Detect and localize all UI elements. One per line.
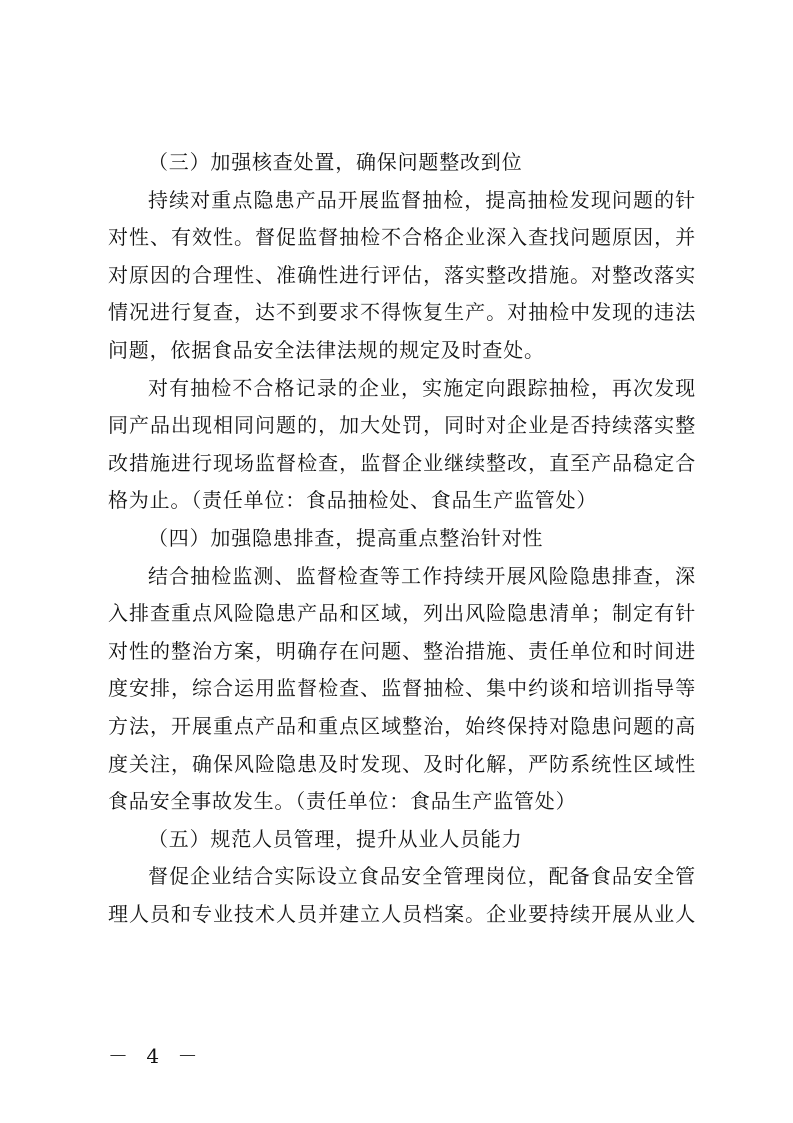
- paragraph-line: 情况进行复查，达不到要求不得恢复生产。对抽检中发现的违法: [108, 300, 696, 325]
- section-heading-3: （三）加强核查处置，确保问题整改到位: [148, 150, 523, 174]
- section-heading-5: （五）规范人员管理，提升从业人员能力: [148, 826, 523, 851]
- paragraph-line: 结合抽检监测、监督检查等工作持续开展风险隐患排查，深: [148, 563, 696, 588]
- paragraph-line: 对有抽检不合格记录的企业，实施定向跟踪抽检，再次发现: [148, 375, 696, 400]
- paragraph-line: 同产品出现相同问题的，加大处罚，同时对企业是否持续落实整: [108, 413, 696, 438]
- paragraph-line: 度关注，确保风险隐患及时发现、及时化解，严防系统性区域性: [108, 751, 696, 776]
- paragraph-line: 格为止。（责任单位：食品抽检处、食品生产监管处）: [108, 488, 598, 513]
- paragraph-line: 督促企业结合实际设立食品安全管理岗位，配备食品安全管: [148, 864, 696, 889]
- paragraph-line: 理人员和专业技术人员并建立人员档案。企业要持续开展从业人: [108, 901, 696, 926]
- page-number: － 4 －: [108, 1044, 204, 1068]
- section-heading-4: （四）加强隐患排查，提高重点整治针对性: [148, 525, 544, 550]
- paragraph-line: 食品安全事故发生。（责任单位：食品生产监管处）: [108, 789, 577, 814]
- paragraph-line: 入排查重点风险隐患产品和区域，列出风险隐患清单；制定有针: [108, 601, 696, 626]
- paragraph-line: 改措施进行现场监督检查，监督企业继续整改，直至产品稳定合: [108, 450, 696, 475]
- paragraph-line: 度安排，综合运用监督检查、监督抽检、集中约谈和培训指导等: [108, 676, 696, 701]
- document-body: [108, 144, 696, 933]
- paragraph-line: 方法，开展重点产品和重点区域整治，始终保持对隐患问题的高: [108, 713, 696, 738]
- paragraph-line: 对原因的合理性、准确性进行评估，落实整改措施。对整改落实: [108, 262, 696, 287]
- paragraph-line: 对性、有效性。督促监督抽检不合格企业深入查找问题原因，并: [108, 225, 696, 250]
- paragraph-line: 持续对重点隐患产品开展监督抽检，提高抽检发现问题的针: [148, 187, 696, 212]
- paragraph-line: 对性的整治方案，明确存在问题、整治措施、责任单位和时间进: [108, 638, 696, 663]
- paragraph-line: 问题，依据食品安全法律法规的规定及时查处。: [108, 337, 545, 362]
